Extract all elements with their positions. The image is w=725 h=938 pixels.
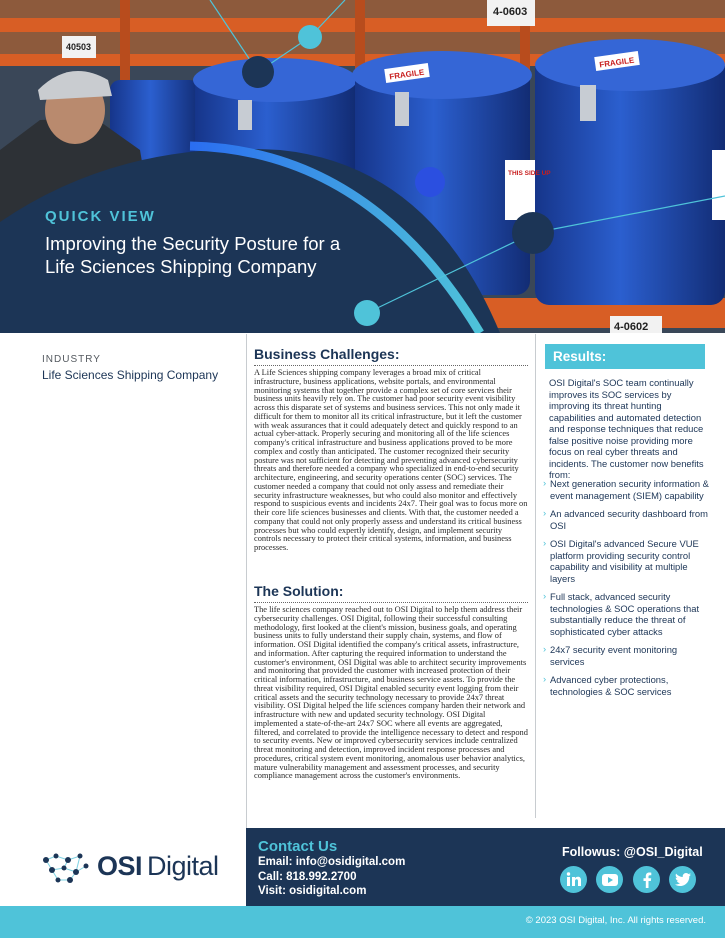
list-item: [543, 674, 711, 697]
contact-phone[interactable]: Call: 818.992.2700: [258, 871, 357, 883]
industry-label: INDUSTRY: [42, 354, 101, 365]
result-text: An advanced security dashboard from OSI: [550, 508, 708, 531]
result-text: 24x7 security event monitoring services: [550, 644, 678, 667]
fragile-sticker-1: FRAGILE: [388, 67, 425, 82]
result-text: Full stack, advanced security technologies & SOC operations that substantially reduce the threat of sophisticated cyber attacks: [550, 591, 700, 637]
twitter-icon[interactable]: [669, 866, 696, 893]
fragile-sticker-2: FRAGILE: [598, 55, 635, 70]
column-divider-left: [246, 334, 247, 828]
list-item: [543, 508, 711, 531]
hero-photo: [0, 0, 725, 333]
list-item: [543, 538, 711, 584]
chevron-right-icon: ›: [543, 644, 547, 655]
linkedin-icon[interactable]: [560, 866, 587, 893]
rack-tag-1: 4-0603: [493, 6, 528, 18]
result-text: Next generation security information & event management (SIEM) capability: [550, 478, 709, 501]
heading-rule: [254, 365, 528, 366]
chevron-right-icon: ›: [543, 591, 547, 602]
list-item: [543, 591, 711, 637]
column-divider-right: [535, 334, 536, 818]
hero-kicker: QUICK VIEW: [45, 208, 156, 225]
contact-website[interactable]: Visit: osidigital.com: [258, 885, 367, 897]
footer-logo-area: [0, 828, 246, 906]
list-item: [543, 478, 711, 501]
rack-tag-3: 4-0602: [614, 321, 649, 333]
facebook-icon[interactable]: [633, 866, 660, 893]
list-item: [543, 644, 711, 667]
results-intro: OSI Digital's SOC team continually improves its SOC services by improving its threat hunting capabilities and automated detection and response techniques that reduce false positive noise providing more focus on real cyber threats and incidents. The customer now benefits from:: [549, 377, 704, 480]
follow-us-label: Followus: @OSI_Digital: [562, 845, 703, 859]
copyright-bar: [0, 906, 725, 938]
heading-rule: [254, 602, 528, 603]
chevron-right-icon: ›: [543, 674, 547, 685]
this-side-up-label: THIS SIDE UP: [508, 170, 551, 177]
osi-digital-logo: OSI Digital: [97, 851, 219, 881]
solution-heading: The Solution:: [254, 583, 344, 599]
youtube-icon[interactable]: [596, 866, 623, 893]
contact-title: Contact Us: [258, 838, 338, 855]
chevron-right-icon: ›: [543, 508, 547, 519]
results-list: [543, 478, 711, 704]
osi-network-icon: [40, 850, 90, 886]
contact-email[interactable]: Email: info@osidigital.com: [258, 856, 406, 868]
business-challenges-body: A Life Sciences shipping company leverages a broad mix of critical infrastructure, business applications, website portals, and environmental monitoring systems that together provide a complex set of core services their business units heavily rely on. The customer had poor security event visibility across this disparate set of systems and business services. This not only made it difficult for them to monitor all its critical infrastructure, but it left the customer with weak assurances that it could adequately detect and quickly respond to an actual cyber-attack. Properly securing and monitoring all of the life sciences company's critical infrastructure and business applications proved to be more complex and costly than anticipated. The customer recognized their security posture was not sufficient for detecting and preventing advanced cybersecurity threats and therefore needed a company who specialized in end-to-end security architecture, engineering, and security operations center (SOC) services. The customer needed a company that could not only assess and remediate their security infrastructure weaknesses, but who could also monitor and effectively respond to suspicious events and incidents 24x7. Their goal was to focus more on their core life sciences businesses and clients. With that, the customer needed a company that could not only properly assess and understand its critical business processes but who could expertly identify, design, and implement security controls necessary to protect their critical systems, information, and business processes.: [254, 368, 528, 552]
copyright-text: © 2023 OSI Digital, Inc. All rights reserved.: [525, 915, 706, 926]
result-text: Advanced cyber protections, technologies & SOC services: [550, 674, 672, 697]
results-heading: Results:: [545, 344, 705, 369]
hero-banner: [0, 0, 725, 333]
industry-value: Life Sciences Shipping Company: [42, 368, 219, 382]
rack-tag-2: 40503: [66, 42, 92, 52]
solution-body: The life sciences company reached out to OSI Digital to help them address their cybersecurity challenges. OSI Digital, following their successful consulting methodology, first looked at the client's mission, business goals, and operating business units to fully understand their supply chain, systems, and flow of information. OSI Digital identified the company's critical assets, infrastructure, and information. After capturing the required information to understand the customer's environment, OSI Digital was able to architect security improvements and monitoring that provided the customer with increased protection of their critical information, infrastructure, and business service assets. To provide the threat visibility required, OSI Digital enabled security event logging from their critical assets and the security technology necessary to provide 24x7 threat visibility. OSI Digital helped the life sciences company harden their network and infrastructure with new and updated security technology. OSI Digital implemented a state-of-the-art 24x7 SOC where all events are aggregated, filtered, and correlated to provide the intelligence necessary to detect and respond to security events. New or improved cybersecurity services include centralized threat monitoring and detection, improved incident response processes and procedures, critical system event monitoring, anomalous user behavior analytics, mature vulnerability management and assessment processes, and security compliance management across the customer's environments.: [254, 605, 528, 781]
business-challenges-heading: Business Challenges:: [254, 346, 400, 362]
chevron-right-icon: ›: [543, 538, 547, 549]
chevron-right-icon: ›: [543, 478, 547, 489]
solution-section: [254, 583, 528, 781]
page-title: Improving the Security Posture for a Life Sciences Shipping Company: [45, 233, 341, 277]
result-text: OSI Digital's advanced Secure VUE platform providing security control capability and visibility at multiple layers: [550, 538, 699, 584]
contact-section: [246, 828, 725, 906]
business-challenges-section: [254, 346, 528, 553]
